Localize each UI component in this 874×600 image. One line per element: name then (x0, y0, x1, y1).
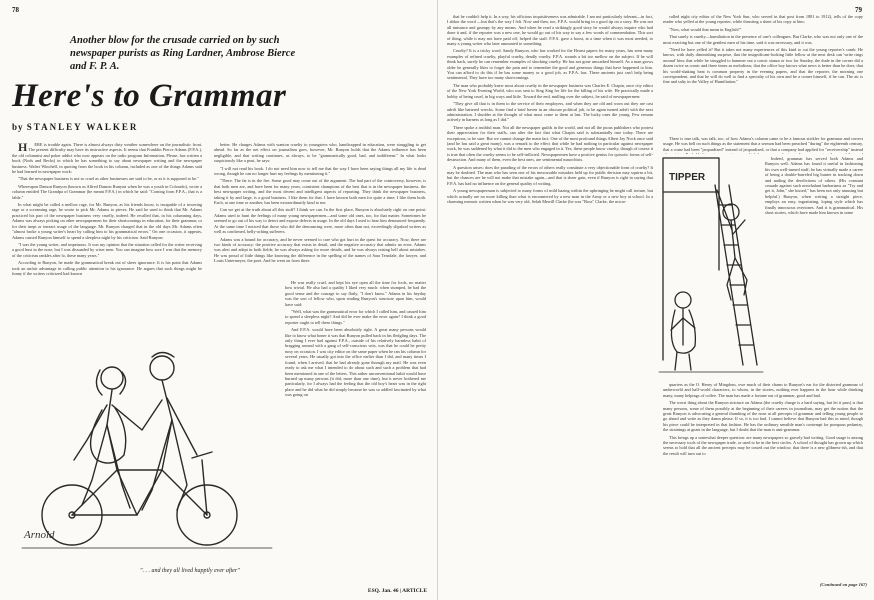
paragraph: A young newspaperman is subjected to many forms of mild hazing within the upbringing he might call torture, but which actually are no more killing than what is encountered by a new man in the Army or a new boy at school. In a charming memoir written when he was very old, Selah Merrill Clarke (he was "Boss" Clarke, the micro- (447, 188, 653, 204)
paragraph: "Now, what would that mean in English?" (669, 26, 742, 32)
paragraph: Adams was a hound for accuracy, and he never seemed to care who got hurt in the quest for accuracy. Now, there are two kinds of accuracy: the positive accuracy that exists in detail, and the negative accuracy that admits no error. Adams was alert and adept in both fields; he was always asking for more details, and he was always raising hell about mistakes. He was proud of little things like knowing the difference in the spelling of the names of Sara Teasdale, the lawyer, and Louis Untermeyer, the poet. And he went on from there. (214, 236, 426, 264)
paragraph: H ERE is trouble again. There is almost always dirty weather somewhere on the journalistic front. The present difficulty may have its instructive aspects. It seems that Franklin Pierce Adams (F.P.A.), the old columnist and poker addict who now appears on the radio program Information, Please, has written a book (Nods and Becks) in which he has something to say about newspaper writing and the newspaper business. Walter Winchell, in quoting from the book in his column, included as one of the things Adams said he had learned in newspaper work: (12, 142, 202, 175)
paragraph: In what might be called a mellow rage, for Mr. Runyon, as his friends know, is incapable of a towering rage or a screaming rage, he wrote to pick Mr. Adams to pieces. He said he used to think that Mr. Adams practiced his part of the newspaper business very cruelly, indeed. He recalled that, in his columning days, Adams was always picking on other newspapermen for their shortcomings in education, for their grammar, or for their inept or inexact usage of the language. Mr. Runyon charged that in the old days Mr. Adams often "almost broke a young writer's heart by calling him to his grammatical errors." On one occasion, it appears, Adams caused Runyon himself to spend a sleepless night by his criticism. Said Runyon: (12, 202, 202, 240)
paragraph: This brings up a somewhat deeper question: are many newspapers so gravely bad writing. Good usage is among the necessary tools of the newspaper trade, or used to be in the best circles. A school of thought has grown up which seems to hold that all the ancient precepts may be tossed out the window, that there is a new glibness-ish, and that the result will turn out to (663, 434, 863, 456)
store-sign-text: TIPPER (669, 172, 706, 183)
right-column-2-bottom (663, 382, 863, 578)
paragraph: Can we get at the truth about all this stuff? I think we can. In the first place, Runyon is absolutely right on one point: Adams used to hunt the feelings of many young newspapermen—and some old ones, too, for that matter. Sometimes he seemed to go out of his way to detect and expose defects in usage. In the old days I used to hear him denounced frequently. At the same time I noticed that those who did the denouncing were, more often than not, exceedingly slipshod writers as well as confirmed, belly-aching sufferers. (214, 207, 426, 235)
ladder-sign-illustration (655, 150, 765, 380)
page-footer: ESQ. Jan. 46 | ARTICLE (367, 588, 427, 594)
drop-cap: H (18, 142, 28, 154)
paragraph: "That the newspaper business is not so cruel as other businesses are said to be, or as it is supposed to be." (18, 176, 199, 182)
page-number-right: 79 (855, 6, 862, 14)
left-column-2 (214, 142, 426, 277)
illustration-caption: ". . . and they all lived happily ever after" (140, 568, 240, 574)
right-column-2-narrow (765, 156, 863, 378)
paragraph: better. He charges Adams with wanton cruelty to youngsters who, handicapped in education, were struggling to get ahead. So far as the net effect on journalism goes, however, Mr. Runyon holds that the Adams influence has been negligible, and that writing continues, as always, to be "grammatically good, bad, and indifferent." In what looks suspiciously like a pout, he says: (214, 142, 426, 164)
paragraph: There spoke a truthful man. Not all the newspaper guilds in the world, and not all the pious publishers who protest their appreciation for their staffs, can alter the fact that what Chapin said is substantially true today. There are exceptions, to be sure. But we cannot change the main fact. One of the most profound things Albert Jay Nock once said (and he has said a great many), was a remark to the effect that while he had nothing in particular against newspaper work, he was saddened by what it did to the men who engaged in it. Yes, these people know cruelty, though of course it is true that often the cruelty seems to be self-inflicted. Newspapermen have a positive genius for quixotic forms of self-destruction. And many of them, even the best ones, are sentimental masochists. (447, 124, 653, 163)
right-page (437, 0, 874, 600)
bicycle-couple-illustration (12, 310, 282, 570)
paragraph: "They give all that is in them to the service of their employers, and when they are old and worn out they are cast adrift like battered wrecks. Some find a brief haven in an obscure political job, to be again turned adrift with the next administration. I shudder at the thought of what must come to them at last. The lucky ones die young. Few remain actively in harness as long as I did." (447, 101, 653, 123)
paragraph: He was really cruel, and kept his eye open all the time for fools, no matter how trivial. He also had a quality I liked very much: when stumped, he had the good sense and the courage to say flatly, "I don't know." Adams in his heyday was the sort of fellow who, upon reading Runyon's structure upon him, would have said: (285, 280, 426, 307)
left-column-2b (285, 280, 426, 560)
paragraph: Indeed, grammar has served both Adams and Runyon well. Adams has found it useful in fashioning his own well-turned stuff; he has virtually made a career of being a double-barreled big hunter in tracking down and nailing the derelictions of others. (His constant crusade against such nonchalant barbarisms as "Try and get it, John," she kissed," has been not only amusing but helpful.) Runyon, when writing a straight piece, employs an easy, ingratiating, loping style which has finally innocuous overtones. And it is grammatical. His short stories, which have made him known in some (765, 156, 863, 216)
paragraph: The worst thing about the Runyon stricture on Adams (the cruelty charge is a hard saying, but let it pass) is that many persons, some of them possibly at the beginning of their careers in journalism, may get the notion that the great Runyon is advocating a general thumbing of the nose at all precepts of grammar and telling young people to go ahead and write as they damn please. If so, it is too bad. I cannot believe that Runyon had this in mind, though his piece could be interpreted in that fashion. He has the ordinary sensible man's contempt for pompous pedantry, the strainings at gnats in the language, but I doubt that the man is anti-grammar. (663, 400, 863, 433)
byline (12, 122, 138, 132)
paragraph: That surely is cruelty—humiliation in the presence of one's colleagues. But Clarke, who was not only one of the most exacting but one of the gentlest men of his time, said it was necessary, and it was. (663, 34, 863, 45)
paragraph: "Well, what was the grammatical error for which I called him, and caused him to spend a sleepless night? And did he ever make the error again? I think a good reporter ought to tell these things." (285, 309, 426, 325)
paragraph: "There. The fat is in the fire. Some good may come out of the argument. The bad part of the controversy, however, is that both men are, and have been for many years, consistent champions of the best that is in the newspaper business, the best newspaper writing, and the most decent and intelligent aspects of reporting. They think the newspaper business, taking it by and large, is a good business. I like them for that. I have known both men for quite a time; I like them both. Each, at one time or another, has been extraordinarily kind to me. (214, 178, 426, 206)
paragraph: quarters as the O. Henry of Mingdom, owe much of their charm to Runyon's ear for the distorted grammar of underworld and half-world characters, to whom, in the stories, nothing ever happens in the hour while drinking many, many helpings of coffee. The man has made a fortune out of grammar, good and bad. (663, 382, 863, 398)
paragraph: Whereupon Damon Runyon (known as Alfred Damon Runyon when he was a youth in Colorado), wrote a column entitled The Grandpa of Grammar (he meant F.P.A.) in which he said: "Coming from F.P.A., that is a fable." (12, 183, 202, 200)
artist-signature: Arnold (24, 529, 55, 541)
paragraph: that he couldn't help it. In a way, his officious inquisitiveness was admirable. I am not particularly tolerant—in fact, I abhor the word —but that's the way I felt. Now and then, too, F.P.A. would bring in a good tip on a story. He was not all nuisance and grumpy by any means. And when he read a strikingly good story he would always inquire who had done it and, if the reporter was a new one, he would go out of his way to say a few words of commendation. This sort of thing, while it may not have paid off, helped the staff. F.P.A. gave a boost, at a time when it was most needed, to many a young writer who later amounted to something. (447, 14, 653, 47)
byline-name: STANLEY WALKER (26, 122, 139, 132)
paragraph: "I will not read his book. I do not need him now to tell me that the way I have been saying things all my life is dead wrong, though he can no longer hurt my feelings by mentioning it." (214, 165, 426, 177)
byline-prefix: by (12, 122, 24, 132)
continued-note: (Continued on page 167) (819, 582, 867, 587)
right-column-1 (447, 14, 653, 590)
paragraph: And F.P.A. would have been absolutely right. A great many persons would like to know what boner it was that Runyon pulled back in his fledgling days. The only thing I ever had against F.P.A., outside of his relatively harmless habit of bragging around with a gang of self-conscious wits, was that he could be pretty nosy on occasion. I was city editor on the same paper when he ran his column for several years. He usually got into the office earlier than I did, and many times I found, when I arrived, that he had already gone through my mail. He was even ready to ask me what I intended to do about such and such a problem that had been mentioned in one of the letters. This rather unconventional habit would have burned up many persons (it did, more than one time), but it never bothered me particularly, for I always had the feeling that the old boy's heart was in the right place and he did what he did simply because he was so addled fascinated by what was going on (285, 327, 426, 398)
paragraph: There is true talk, was talk, too, of how Adams's column came to be a famous stickler for grammar and correct usage. He was bell on such things as the statement that a sermon had been preached "during" the eighteenth century, that a crane had been "jeopardized" instead of jeopardized, or that a company had applied for "receivership" instead (663, 136, 863, 152)
paragraph: The man who probably knew most about cruelty in the newspaper business was Charles E. Chapin, once city editor of the New York Evening World, who was sent to Sing Sing for life for the killing of his wife. He practically made a hobby of being cruel, in big ways and little. Toward the end, mulling over the subject, he said of newspapermen: (447, 82, 653, 99)
paragraph: called night city editor of the New York Sun, who served in that post from 1881 to 1912), tells of the copy reader who yelled at the young reporter, while thrusting a sheet of his copy at him: (663, 14, 863, 25)
paragraph: Cruelty? It is a tricky word. Sandy Runyon, who has worked for the Hearst papers for many years, has seen many examples of refined cruelty, playful cruelty, deadly cruelty. F.P.A. sounds a bit too mellow on the subject. If he will think back, surely he can remember examples of shocking cruelty. He has not gone unscathed himself. As a man grows older he generally likes to forget the pain and to remember the good and generous things that have happened to him. You can afford to do this if he has some money or a good job, as F.P.A. has. These ancients just can't help being sentimental, They have too many shortcomings. (447, 48, 653, 81)
dek: Another blow for the crusade carried on by such newspaper purists as Ring Lardner, Ambrose Bierce and F. P. A. (70, 35, 296, 72)
page-number-left: 78 (12, 6, 19, 14)
headline: Here's to Grammar (12, 78, 287, 114)
right-column-2 (663, 14, 863, 134)
paragraph: According to Runyon, he made the grammatical break out of sheer ignorance. It is his point that Adams took an unfair advantage in calling public attention to his ignorance. He argues that such things might be funny if the writers criticized had known (12, 260, 202, 276)
paragraph: A question arises: does the parading of the errors of others really constitute a very objectionable form of cruelty? It may be doubted. The man who has seen one of his inexcusable mistakes held up for public derision may squirm a bit, but the chances are he will not make that mistake again—and that is sheer gain, even if Runyon is right in saying that F.P.A. has had no influence on the general quality of writing. (447, 164, 653, 186)
paragraph: "I was the young writer, and impetuous. It was my opinion that the situation called for the writer receiving a good bust in the nose, but I was dissuaded by wiser men. You can imagine how sore I was that the memory of the criticism rankles after lo, these many years." (12, 241, 202, 258)
paragraph: "Need he have yelled it? But it takes not many experiences of this kind to cut the young reporter's comb. He knows, with daily diminishing surprise, that the insignificant-looking little fellow at the next desk can 'write rings around' him; that while he struggled to hammer out a comic stanza or two for Sunday, the dude in the corner did a dozen twice as comic and three times as melodious; that the office boy knows what news is better than he does; that his world-shaking beat is common property in the evening papers, and that the reporter, the morning one correspondent, and that he will do well to find a specialty of his own and be a comer himself, if he can. The air is fine and salty in the Valley of Humiliation." (663, 47, 863, 85)
